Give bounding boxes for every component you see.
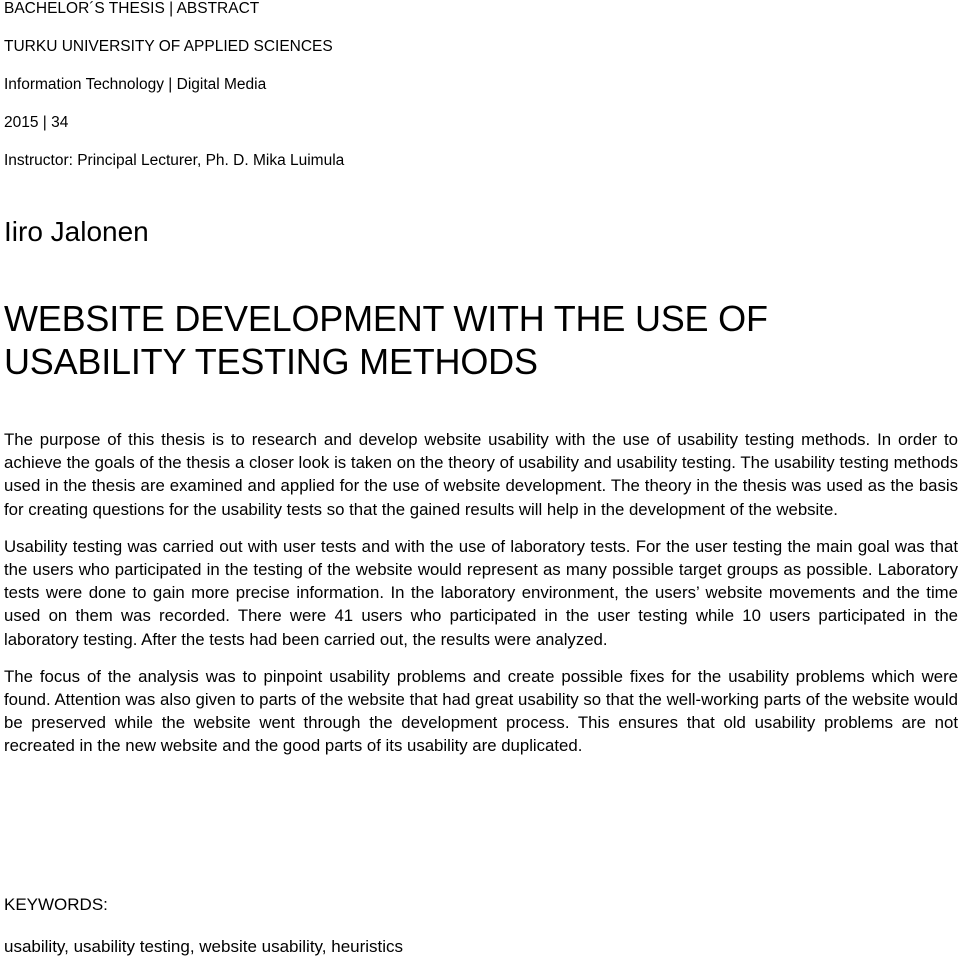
abstract-paragraph-2: Usability testing was carried out with user tests and with the use of laboratory tests. For the user testing the main goal was that the users who participated in the testing of the website would represent as many possible target groups as possible. Laboratory tests were done to gain more precise information. In the laboratory environment, the users’ website movements and the time used on them was recorded. There were 41 users who participated in the user testing while 10 users participated in the laboratory testing. After the tests had been carried out, the results were analyzed. — [4, 536, 958, 649]
keywords-label: KEYWORDS: — [4, 895, 108, 914]
abstract-body — [4, 428, 958, 772]
author-name: Iiro Jalonen — [4, 216, 149, 247]
keywords-list: usability, usability testing, website usability, heuristics — [4, 937, 404, 956]
thesis-title — [4, 297, 768, 383]
abstract-paragraph-1: The purpose of this thesis is to research and develop website usability with the use of usability testing methods. In order to achieve the goals of the thesis a closer look is taken on the theory of usability and usability testing. The usability testing methods used in the thesis are examined and applied for the use of website development. The theory in the thesis was used as the basis for creating questions for the usability tests so that the gained results will help in the development of the website. — [4, 430, 958, 519]
thesis-title-line-1: WEBSITE DEVELOPMENT WITH THE USE OF — [4, 298, 768, 339]
instructor: Instructor: Principal Lecturer, Ph. D. Mika Luimula — [4, 152, 345, 169]
year-and-pages: 2015 | 34 — [4, 114, 69, 131]
thesis-title-line-2: USABILITY TESTING METHODS — [4, 341, 538, 382]
thesis-type: BACHELOR´S THESIS | ABSTRACT — [4, 0, 260, 17]
degree-programme: Information Technology | Digital Media — [4, 76, 267, 93]
university-name: TURKU UNIVERSITY OF APPLIED SCIENCES — [4, 38, 333, 55]
abstract-paragraph-3: The focus of the analysis was to pinpoint usability problems and create possible fixes for the usability problems which were found. Attention was also given to parts of the website that had great usability so that the well-working parts of the website would be preserved while the website went through the development process. This ensures that old usability problems are not recreated in the new website and the good parts of its usability are duplicated. — [4, 666, 958, 756]
abstract-page — [2, 0, 958, 960]
